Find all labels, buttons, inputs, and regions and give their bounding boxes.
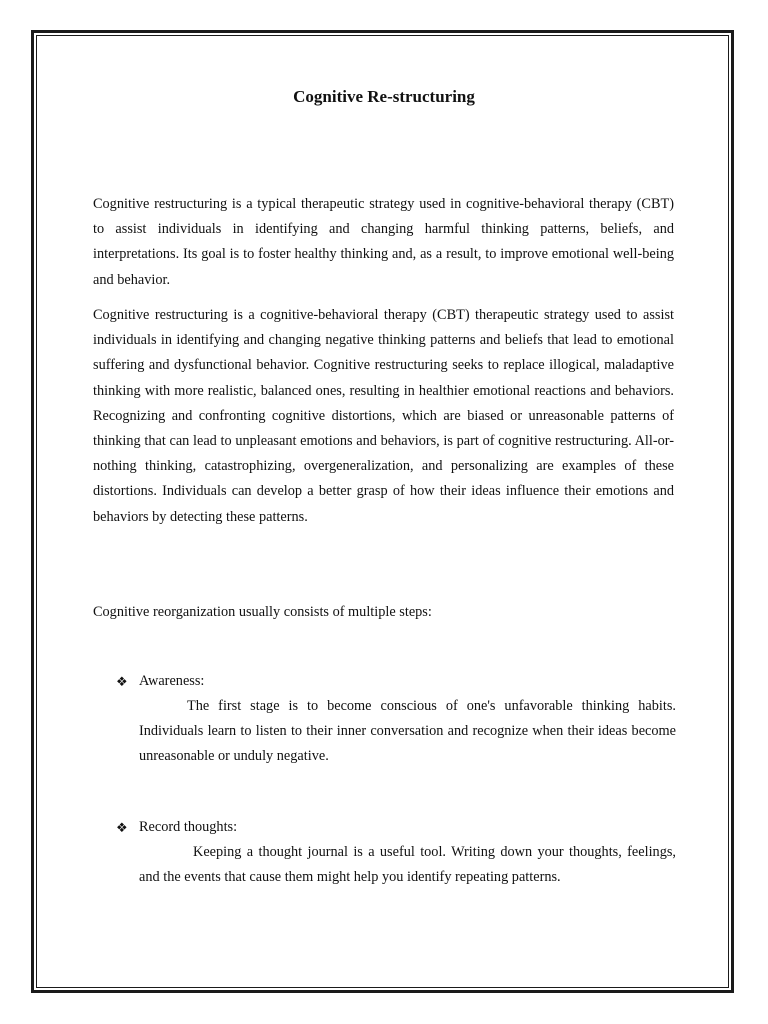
detail-paragraph: Cognitive restructuring is a cognitive-behavioral therapy (CBT) therapeutic strategy used to assist individuals in identifying and changing negative thinking patterns and beliefs that lead to emotional suffering and dysfunctional behavior. Cognitive restructuring seeks to replace illogical, maladaptive thinking with more realistic, balanced ones, resulting in healthier emotional reactions and behaviors. Recognizing and confronting cognitive distortions, which are biased or unreasonable patterns of thinking that can lead to unpleasant emotions and behaviors, is part of cognitive restructuring. All-or-nothing thinking, catastrophizing, overgeneralization, and personalizing are examples of these distortions. Individuals can develop a better grasp of how their ideas influence their emotions and behaviors by detecting these patterns. [93, 307, 674, 525]
diamond-bullet-icon: ❖ [116, 820, 128, 835]
steps-intro-paragraph: Cognitive reorganization usually consists of multiple steps: [93, 604, 432, 620]
bullet-heading-row [116, 669, 676, 694]
bullet-body: The first stage is to become conscious of one's unfavorable thinking habits. Individuals learn to listen to their inner conversation and recognize when their ideas become unreasonable or unduly negative. [139, 698, 676, 765]
bullet-item-record-thoughts [116, 815, 676, 890]
diamond-bullet-icon: ❖ [116, 674, 128, 689]
bullet-heading-row [116, 815, 676, 840]
bullet-item-awareness [116, 669, 676, 770]
bullet-heading: Record thoughts: [139, 818, 238, 835]
bullet-heading: Awareness: [139, 672, 205, 689]
intro-paragraph: Cognitive restructuring is a typical therapeutic strategy used in cognitive-behavioral therapy (CBT) to assist individuals in identifying and changing harmful thinking patterns, beliefs, and interpretations. Its goal is to foster healthy thinking and, as a result, to improve emotional well-being and behavior. [93, 196, 674, 288]
bullet-body: Keeping a thought journal is a useful tool. Writing down your thoughts, feelings, and the events that cause them might help you identify repeating patterns. [139, 844, 676, 886]
document-title: Cognitive Re-structuring [293, 87, 475, 106]
